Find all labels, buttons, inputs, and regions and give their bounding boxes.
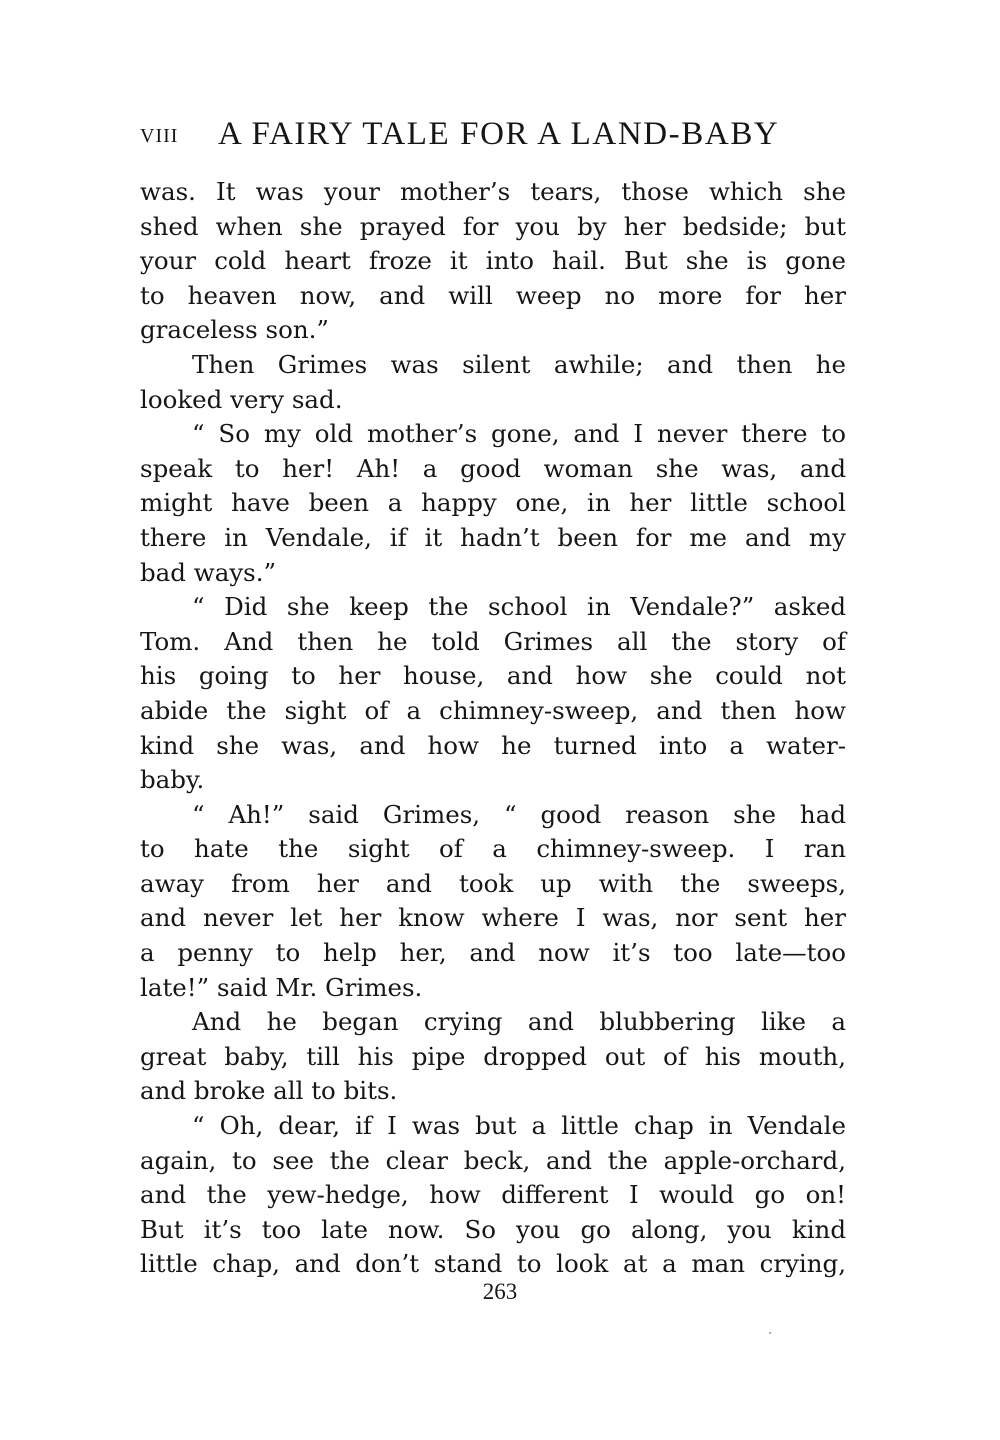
text-line: was. It was your mother’s tears, those which she	[140, 177, 846, 206]
text-line: little chap, and don’t stand to look at a man crying,	[140, 1249, 846, 1279]
text-line: kind she was, and how he turned into a water-	[140, 730, 846, 760]
text-line: But it’s too late now. So you go along, you kind	[140, 1214, 846, 1244]
text-line: again, to see the clear beck, and the apple-orchard,	[140, 1145, 846, 1175]
text-line: abide the sight of a chimney-sweep, and then how	[140, 695, 846, 725]
text-line: baby.	[140, 765, 205, 795]
text-line: to hate the sight of a chimney-sweep. I ran	[140, 834, 846, 864]
text-line: Tom. And then he told Grimes all the story of	[140, 626, 846, 656]
text-line: a penny to help her, and now it’s too late—too	[140, 938, 846, 968]
text-line: looked very sad.	[140, 384, 343, 414]
text-line: away from her and took up with the sweeps,	[140, 868, 846, 898]
text-line: “ So my old mother’s gone, and I never there to	[192, 419, 846, 449]
text-line: and the yew-hedge, how different I would go on!	[140, 1180, 846, 1210]
text-line: your cold heart froze it into hail. But she is gone	[140, 246, 846, 276]
running-header	[140, 116, 846, 156]
text-line: “ Did she keep the school in Vendale?” asked	[192, 592, 846, 622]
text-line: his going to her house, and how she could not	[140, 661, 846, 691]
text-line: “ Ah!” said Grimes, “ good reason she had	[192, 799, 846, 829]
text-line: to heaven now, and will weep no more for her	[140, 280, 846, 310]
text-line: great baby, till his pipe dropped out of his mouth,	[140, 1041, 846, 1071]
chapter-number: VIII	[140, 125, 179, 147]
text-line: Then Grimes was silent awhile; and then he	[192, 349, 846, 379]
running-title: A FAIRY TALE FOR A LAND-BABY	[218, 116, 780, 152]
text-line: there in Vendale, if it hadn’t been for me and my	[140, 522, 846, 552]
text-line: and broke all to bits.	[140, 1076, 398, 1106]
page-number: 263	[482, 1279, 518, 1304]
text-line: late!” said Mr. Grimes.	[140, 972, 423, 1002]
text-line: And he began crying and blubbering like a	[192, 1007, 846, 1037]
text-line: “ Oh, dear, if I was but a little chap in Vendale	[192, 1111, 846, 1141]
paper-speck	[769, 1332, 771, 1334]
text-line: bad ways.”	[140, 557, 277, 587]
text-line: graceless son.”	[140, 315, 329, 345]
text-line: and never let her know where I was, nor sent her	[140, 903, 846, 933]
body-text	[140, 175, 846, 1282]
text-line: might have been a happy one, in her little school	[140, 488, 846, 518]
text-line: speak to her! Ah! a good woman she was, and	[140, 453, 846, 483]
text-line: shed when she prayed for you by her bedside; but	[140, 211, 846, 241]
